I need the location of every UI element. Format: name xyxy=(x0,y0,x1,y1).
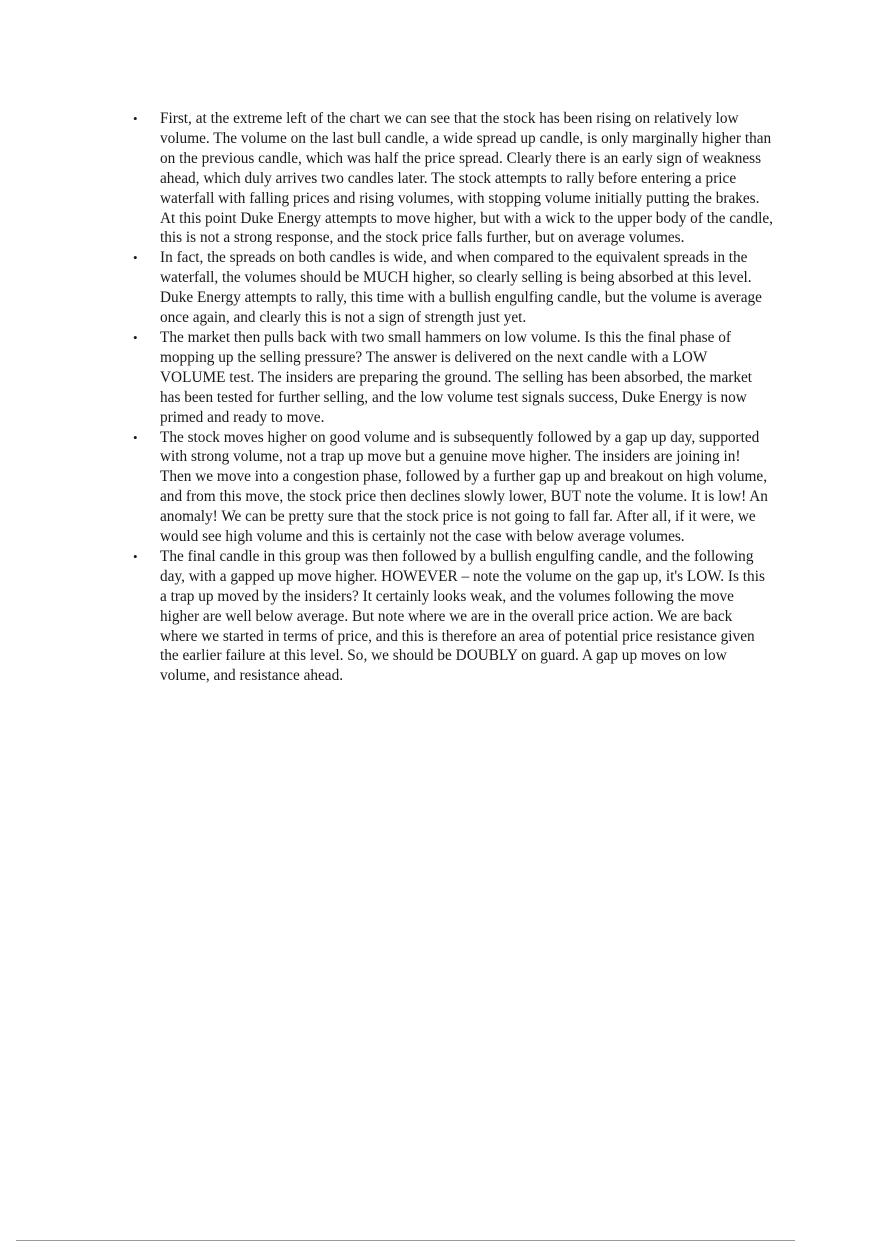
bullet-list xyxy=(133,109,773,686)
footer-divider xyxy=(16,1240,795,1241)
bullet-icon: • xyxy=(133,429,138,445)
list-item xyxy=(133,547,773,686)
list-item xyxy=(133,248,773,328)
paragraph-text: First, at the extreme left of the chart we can see that the stock has been rising on relatively low volume. The volume on the last bull candle, a wide spread up candle, is only marginally higher than on the previous candle, which was half the price spread. Clearly there is an early sign of weakness ahead, which duly arrives two candles later. The stock attempts to rally before entering a price waterfall with falling prices and rising volumes, with stopping volume initially putting the brakes. At this point Duke Energy attempts to move higher, but with a wick to the upper body of the candle, this is not a strong response, and the stock price falls further, but on average volumes. xyxy=(160,110,773,247)
bullet-icon: • xyxy=(133,329,138,345)
paragraph-text: In fact, the spreads on both candles is wide, and when compared to the equivalent spreads in the waterfall, the volumes should be MUCH higher, so clearly selling is being absorbed at this level. Duke Energy attempts to rally, this time with a bullish engulfing candle, but the volume is average once again, and clearly this is not a sign of strength just yet. xyxy=(160,249,762,327)
list-item xyxy=(133,328,773,428)
paragraph-text: The market then pulls back with two small hammers on low volume. Is this the final phase of mopping up the selling pressure? The answer is delivered on the next candle with a LOW VOLUME test. The insiders are preparing the ground. The selling has been absorbed, the market has been tested for further selling, and the low volume test signals success, Duke Energy is now primed and ready to move. xyxy=(160,328,753,426)
paragraph-text: The stock moves higher on good volume and is subsequently followed by a gap up day, supported with strong volume, not a trap up move but a genuine move higher. The insiders are joining in! Then we move into a congestion phase, followed by a further gap up and breakout on high volume, and from this move, the stock price then declines slowly lower, BUT note the volume. It is low! An anomaly! We can be pretty sure that the stock price is not going to fall far. After all, if it were, we would see high volume and this is certainly not the case with below average volumes. xyxy=(160,428,768,546)
list-item xyxy=(133,109,773,248)
list-item xyxy=(133,428,773,547)
bullet-icon: • xyxy=(133,548,138,564)
bullet-icon: • xyxy=(133,250,138,266)
paragraph-text: The final candle in this group was then followed by a bullish engulfing candle, and the following day, with a gapped up move higher. HOWEVER – note the volume on the gap up, it's LOW. Is this a trap up moved by the insiders? It certainly looks weak, and the volumes following the move higher are well below average. But note where we are in the overall price action. We are back where we started in terms of price, and this is therefore an area of potential price resistance given the earlier failure at this level. So, we should be DOUBLY on guard. A gap up moves on low volume, and resistance ahead. xyxy=(160,547,765,685)
bullet-icon: • xyxy=(133,111,138,126)
